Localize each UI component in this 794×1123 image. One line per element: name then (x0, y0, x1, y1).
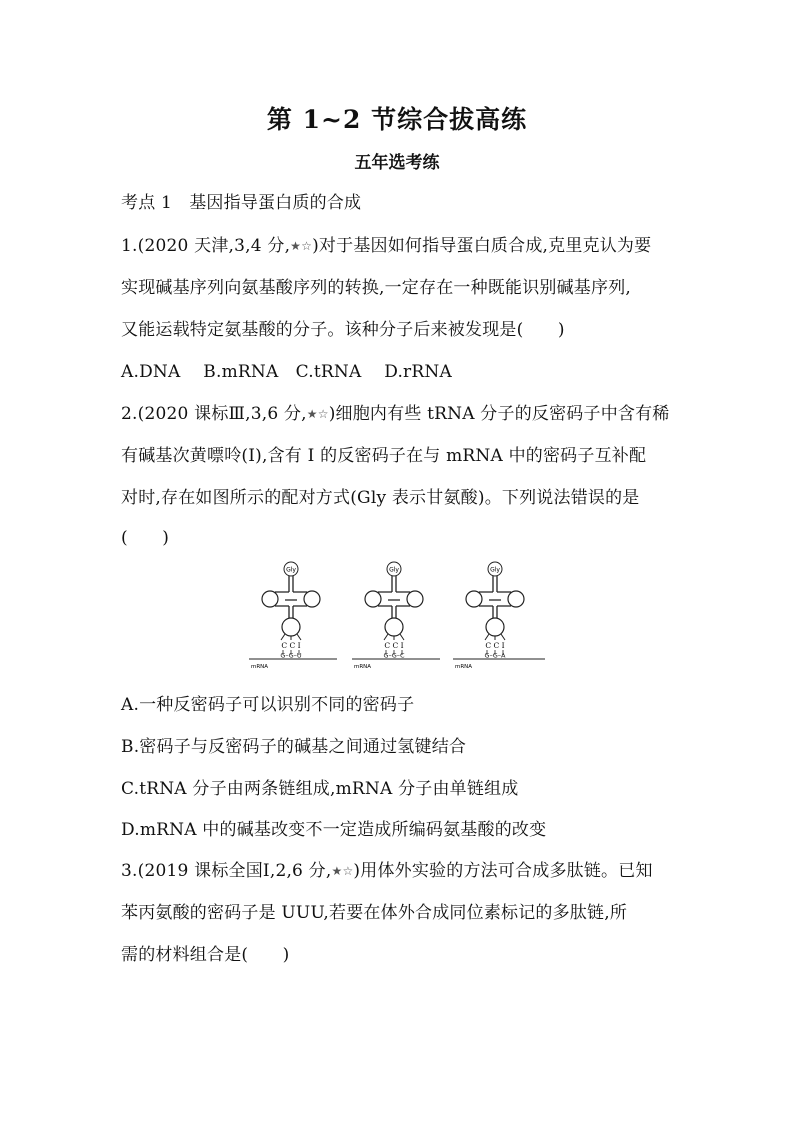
q2-source: 2.(2020 课标Ⅲ,3,6 分, (121, 404, 307, 424)
q2-option-b: B.密码子与反密码子的碱基之间通过氢键结合 (121, 737, 467, 757)
mrna-label: mRNA (354, 664, 372, 670)
q2-line-1 (121, 399, 681, 424)
q3-source: 3.(2019 课标全国Ⅰ,2,6 分, (121, 861, 332, 881)
q1-source: 1.(2020 天津,3,4 分, (121, 236, 291, 256)
difficulty-star-icon: ★☆ (331, 864, 354, 878)
trna-diagram-1 (249, 562, 337, 670)
anticodon-label: C C I (384, 641, 404, 650)
q3-line-3: 需的材料组合是( ) (121, 945, 290, 965)
mrna-label: mRNA (251, 664, 269, 670)
q1-line-2: 实现碱基序列向氨基酸序列的转换,一定存在一种既能识别碱基序列, (121, 278, 632, 298)
section-heading: 考点 1 基因指导蛋白质的合成 (121, 193, 362, 213)
trna-pairing-figure (245, 558, 550, 676)
q2-line-2: 有碱基次黄嘌呤(I),含有 I 的反密码子在与 mRNA 中的密码子互补配 (121, 446, 647, 466)
q1-line-1 (121, 231, 681, 256)
q3-line-1 (121, 856, 681, 881)
q2-option-d: D.mRNA 中的碱基改变不一定造成所编码氨基酸的改变 (121, 820, 547, 840)
anticodon-label: C C I (485, 641, 505, 650)
codon-label: G–G–U (280, 651, 302, 660)
page-title: 第 1~2 节综合拔高练 (266, 105, 528, 134)
q2-option-c: C.tRNA 分子由两条链组成,mRNA 分子由单链组成 (121, 779, 519, 799)
q3-line-2: 苯丙氨酸的密码子是 UUU,若要在体外合成同位素标记的多肽链,所 (121, 903, 628, 923)
q1-options: A.DNA B.mRNA C.tRNA D.rRNA (121, 362, 452, 382)
q1-stem-part: )对于基因如何指导蛋白质合成,克里克认为要 (312, 236, 652, 256)
amino-acid-label: Gly (490, 566, 500, 574)
anticodon-label: C C I (281, 641, 301, 650)
difficulty-star-icon: ★☆ (306, 407, 329, 421)
page-subtitle: 五年选考练 (354, 153, 440, 173)
q2-line-4: ( ) (121, 528, 170, 548)
amino-acid-label: Gly (286, 566, 296, 574)
q3-stem-part: )用体外实验的方法可合成多肽链。已知 (353, 861, 653, 881)
trna-diagram-2 (352, 562, 440, 670)
codon-label: G–G–A (484, 651, 506, 660)
q2-line-3: 对时,存在如图所示的配对方式(Gly 表示甘氨酸)。下列说法错误的是 (121, 488, 640, 508)
amino-acid-label: Gly (389, 566, 399, 574)
difficulty-star-icon: ★☆ (290, 239, 313, 253)
trna-diagram-3 (453, 562, 545, 670)
q2-option-a: A.一种反密码子可以识别不同的密码子 (121, 695, 415, 715)
mrna-label: mRNA (455, 664, 473, 670)
q1-line-3: 又能运载特定氨基酸的分子。该种分子后来被发现是( ) (121, 320, 565, 340)
q2-stem-part: )细胞内有些 tRNA 分子的反密码子中含有稀 (328, 404, 670, 424)
codon-label: G–G–C (383, 651, 405, 660)
